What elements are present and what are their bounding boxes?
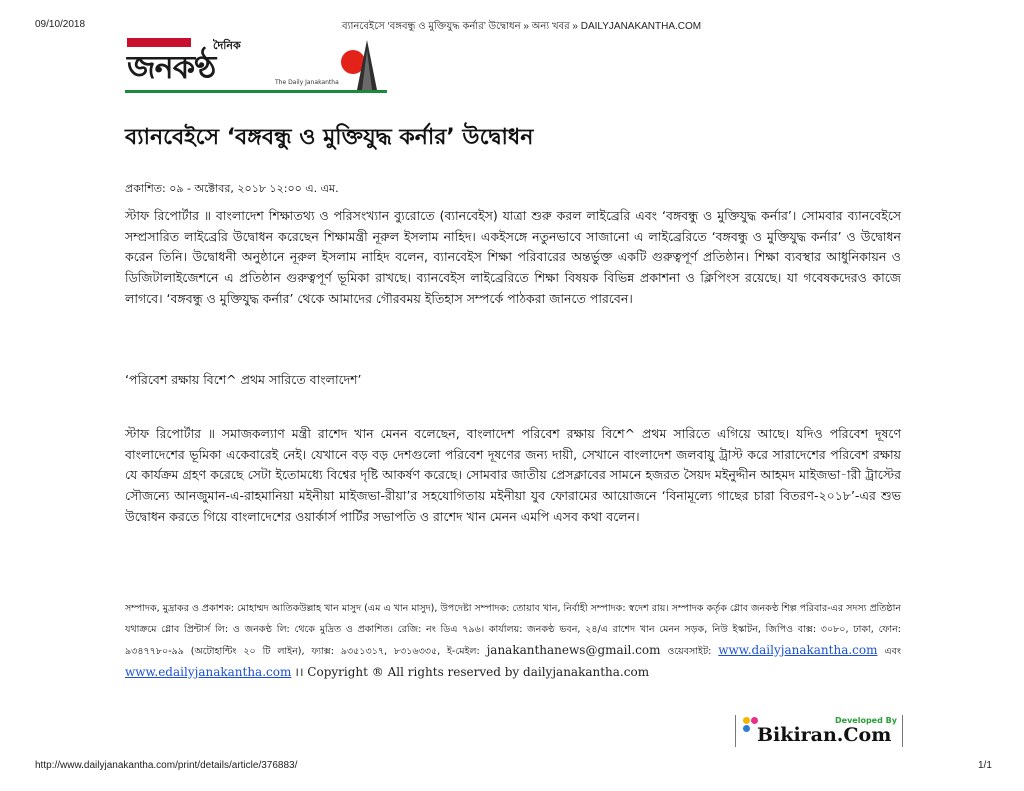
footer-info	[125, 598, 901, 684]
article-paragraph-1: স্টাফ রিপোর্টার ॥ বাংলাদেশ শিক্ষাতথ্য ও পরিসংখ্যান ব্যুরোতে (ব্যানবেইস) যাত্রা শুরু করল লাইব্রেরি এবং ‘বঙ্গবন্ধু ও মুক্তিযুদ্ধ কর্নার’। সোমবার ব্যানবেইসে সম্প্রসারিত লাইব্রেরি উদ্বোধন করেছেন শিক্ষামন্ত্রী নূরুল ইসলাম নাহিদ। একইসঙ্গে নতুনভাবে সাজানো এ লাইব্রেরিতে ‘বঙ্গবন্ধু ও মুক্তিযুদ্ধ কর্নার’ ও উদ্বোধন করেন তিনি। উদ্বোধনী অনুষ্ঠানে নূরুল ইসলাম নাহিদ বলেন, ব্যানবেইস শিক্ষা পরিবারের অন্তর্ভুক্ত একটি গুরুত্বপূর্ণ প্রতিষ্ঠান। শিক্ষা ব্যবস্থার আধুনিকায়ন ও ডিজিটালাইজেশনে এ প্রতিষ্ঠান গুরুত্বপূর্ণ ভূমিকা রাখছে। ব্যানবেইস লাইব্রেরিতে শিক্ষা বিষয়ক বিভিন্ন প্রকাশনা ও ক্লিপিংস রয়েছে। যা গবেষকদেরও কাজে লাগবে। ‘বঙ্গবন্ধু ও মুক্তিযুদ্ধ কর্নার’ থেকে আমাদের গৌরবময় ইতিহাস সম্পর্কে পাঠকরা জানতে পারবেন।	[125, 208, 901, 306]
article-headline: ব্যানবেইসে ‘বঙ্গবন্ধু ও মুক্তিযুদ্ধ কর্নার’ উদ্বোধন	[125, 125, 534, 150]
print-page-title: ব্যানবেইসে ‘বঙ্গবন্ধু ও মুক্তিযুদ্ধ কর্নার’ উদ্বোধন » অন্য খবর » DAILYJANAKANTHA.COM	[342, 21, 702, 32]
logo-tag: দৈনিক	[213, 39, 241, 52]
badge-divider-left	[735, 715, 736, 747]
footer-copyright: ।। Copyright ® All rights reserved by dailyjanakantha.com	[294, 665, 650, 679]
page-number: 1/1	[978, 760, 992, 771]
print-date: 09/10/2018	[35, 19, 86, 30]
print-url: http://www.dailyjanakantha.com/print/details/article/376883/	[35, 760, 298, 771]
badge-divider-right	[902, 715, 903, 747]
developed-by-label: Developed By	[835, 716, 897, 725]
bikiran-name: Bikiran.Com	[757, 724, 892, 746]
developer-badge[interactable]	[735, 713, 903, 748]
edaily-website-link[interactable]: www.edailyjanakantha.com	[125, 665, 292, 679]
footer-publisher-text: সম্পাদক, মুদ্রাকর ও প্রকাশক: মোহাম্মদ আতিকউল্লাহ খান মাসুদ (এম এ খান মাসুদ), উপদেষ্টা সম্পাদক: তোয়াব খান, নির্বাহী সম্পাদক: স্বদেশ রায়। সম্পাদক কর্তৃক গ্লোব জনকণ্ঠ শিল্প পরিবার-এর সদস্য প্রতিষ্ঠান যথাক্রমে গ্লোব প্রিন্টার্স লি: ও জনকণ্ঠ লি: থেকে মুদ্রিত ও প্রকাশিত। রেজি: নং ডিএ ৭৯৬। কার্যালয়: জনকণ্ঠ ভবন, ২৪/এ রাশেদ খান মেনন সড়ক, নিউ ইস্কাটন, জিপিও বাক্স: ৩০৮০, ঢাকা, ফোন: ৯৩৪৭৭৮০-৯৯ (অটোহান্টিং ২০ টি লাইন), ফ্যাক্স: ৯৩৫১৩১৭, ৮৩১৬৩৩৫, ই-মেইল:	[125, 603, 901, 657]
footer-website-label: ওয়েবসাইট:	[667, 646, 712, 657]
newspaper-logo[interactable]	[125, 32, 387, 96]
article-subheading: ‘পরিবেশ রক্ষায় বিশে^ প্রথম সারিতে বাংলাদেশ’	[125, 372, 362, 387]
logo-dot-pink	[751, 717, 758, 724]
logo-dot-yellow	[743, 717, 750, 724]
footer-and: এবং	[884, 646, 901, 657]
website-link[interactable]: www.dailyjanakantha.com	[718, 643, 878, 657]
logo-brand-name: জনকণ্ঠ	[127, 48, 216, 86]
article-paragraph-2: স্টাফ রিপোর্টার ॥ সমাজকল্যাণ মন্ত্রী রাশেদ খান মেনন বলেছেন, বাংলাদেশ পরিবেশ রক্ষায় বিশে^ প্রথম সারিতে এগিয়ে আছে। যদিও পরিবেশ দূষণে বাংলাদেশের ভূমিকা একেবারেই নেই। যেখানে বড় বড় দেশগুলো পরিবেশ দূষণের জন্য দায়ী, সেখানে বাংলাদেশ জলবায়ু ট্রাস্ট করে সারাদেশের পরিবেশ রক্ষায় যে কার্যক্রম গ্রহণ করেছে সেটা ইতোমধ্যে বিশ্বের দৃষ্টি আকর্ষণ করেছে। সোমবার জাতীয় প্রেসক্লাবের সামনে হজরত সৈয়দ মইনুদ্দীন আহমদ মাইজভা-ারী ট্রাস্টের সৌজন্যে আনজুমান-এ-রাহমানিয়া মইনীয়া মাইজভা-রীয়া’র সহযোগিতায় মইনীয়া যুব ফোরামের আয়োজনে ‘বিনামূল্যে গাছের চারা বিতরণ-২০১৮’-এর শুভ উদ্বোধন করতে গিয়ে বাংলাদেশের ওয়ার্কার্স পার্টির সভাপতি ও রাশেদ খান মেনন এমপি এসব কথা বলেন।	[125, 426, 901, 524]
monument-icon	[353, 40, 381, 90]
logo-dot-blue	[743, 725, 750, 732]
logo-underline	[125, 90, 387, 93]
logo-subtitle: The Daily Janakantha	[275, 79, 339, 86]
published-date: প্রকাশিত: ০৯ - অক্টোবর, ২০১৮ ১২:০০ এ. এম.	[125, 182, 339, 195]
footer-email: janakanthanews@gmail.com	[486, 643, 661, 657]
